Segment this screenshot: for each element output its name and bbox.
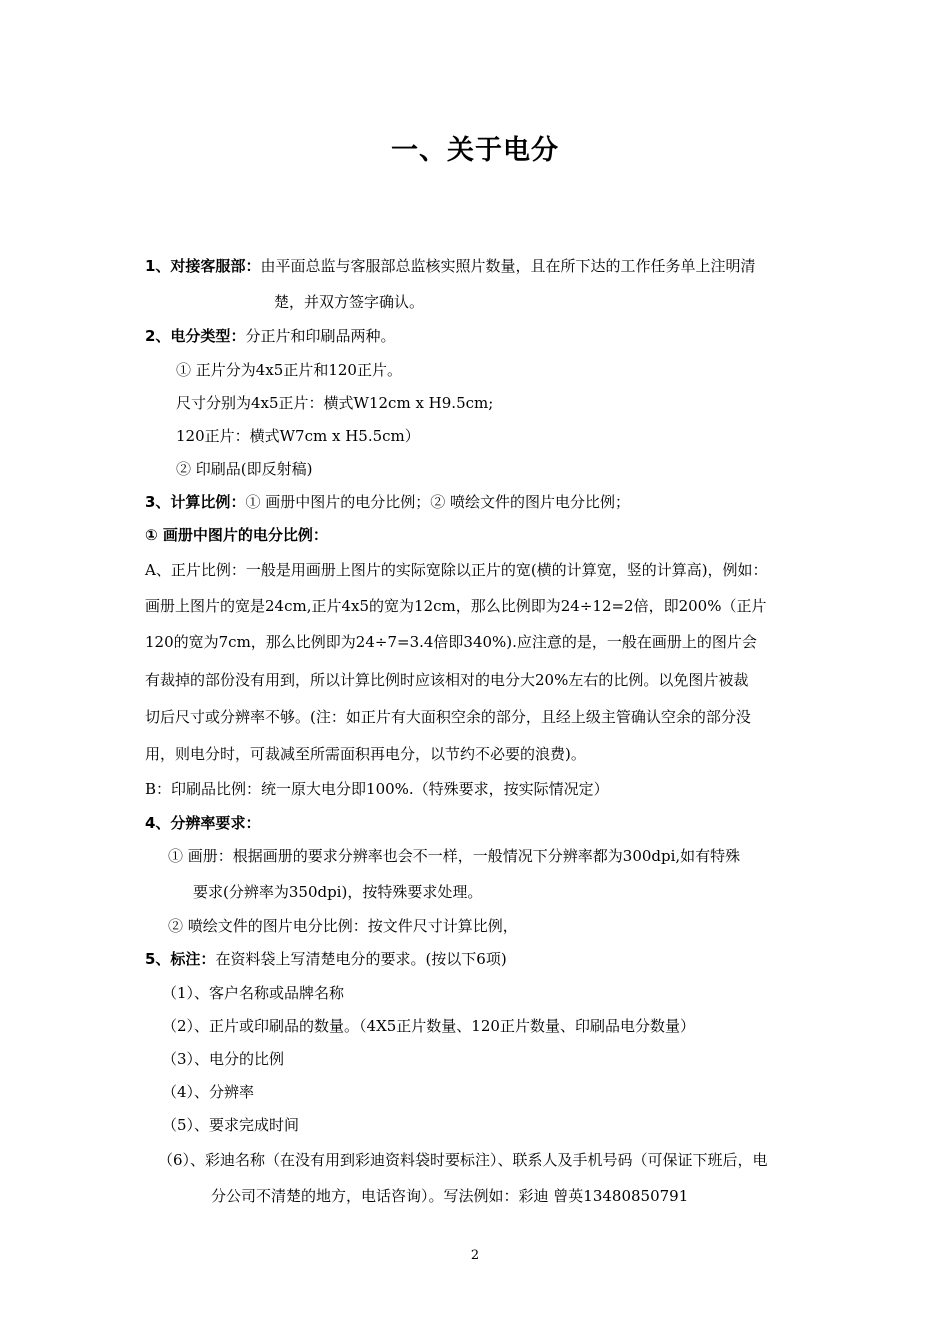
section-3-para-a-line-6: 用，则电分时，可裁减至所需面积再电分，以节约不必要的浪费)。 (145, 745, 586, 763)
section-3-para-a-line-1: A、正片比例：一般是用画册上图片的实际宽除以正片的宽(横的计算宽，竖的计算高)，例如： (145, 561, 768, 579)
section-2-line (145, 326, 395, 346)
section-4-item-2: ② 喷绘文件的图片电分比例：按文件尺寸计算比例， (168, 917, 518, 935)
section-3-para-a-line-5: 切后尺寸或分辨率不够。(注：如正片有大面积空余的部分，且经上级主管确认空余的部分没 (145, 708, 751, 726)
page-number: 2 (470, 1248, 480, 1263)
section-4-item-1: ① 画册：根据画册的要求分辨率也会不一样，一般情况下分辨率都为300dpi,如有特殊 (168, 847, 741, 865)
section-1-label: 1、对接客服部： (145, 257, 261, 275)
section-5-item-3: （3）、电分的比例 (162, 1050, 285, 1068)
section-3-line (145, 492, 630, 512)
section-4-item-1-continuation: 要求(分辨率为350dpi)，按特殊要求处理。 (193, 883, 483, 901)
section-2-text: 分正片和印刷品两种。 (245, 327, 396, 345)
section-1-continuation: 楚，并双方签字确认。 (274, 293, 425, 311)
section-3-para-a-line-4: 有裁掉的部份没有用到，所以计算比例时应该相对的电分大20%左右的比例。以免图片被裁 (145, 671, 749, 689)
section-1-text: 由平面总监与客服部总监核实照片数量，且在所下达的工作任务单上注明清 (260, 257, 756, 275)
section-5-item-6-continuation: 分公司不清楚的地方，电话咨询）。写法例如：彩迪 曾英13480850791 (211, 1187, 689, 1205)
section-4-label: 4、分辨率要求： (145, 814, 261, 832)
section-3-label: 3、计算比例： (145, 493, 246, 511)
section-3-text: ① 画册中图片的电分比例；② 喷绘文件的图片电分比例； (245, 493, 630, 511)
section-2-item-1: ① 正片分为4x5正片和120正片。 (176, 361, 402, 379)
section-3-subheading: ① 画册中图片的电分比例： (145, 526, 328, 544)
section-3-para-a-line-2: 画册上图片的宽是24cm,正片4x5的宽为12cm，那么比例即为24÷12=2倍，即200%（正片 (145, 597, 767, 615)
section-5-item-5: （5）、要求完成时间 (162, 1116, 300, 1134)
section-3-para-b: B：印刷品比例：统一原大电分即100%.（特殊要求，按实际情况定） (145, 780, 609, 798)
section-5-text: 在资料袋上写清楚电分的要求。(按以下6项) (215, 950, 507, 968)
section-1-line (145, 256, 755, 276)
section-2-label: 2、电分类型： (145, 327, 246, 345)
section-5-line (145, 949, 507, 969)
section-5-item-1: （1）、客户名称或品牌名称 (162, 984, 345, 1002)
section-5-item-6: （6）、彩迪名称（在没有用到彩迪资料袋时要标注）、联系人及手机号码（可保证下班后，电 (158, 1151, 768, 1169)
section-3-para-a-line-3: 120的宽为7cm，那么比例即为24÷7=3.4倍即340%).应注意的是，一般在画册上的图片会 (145, 633, 757, 651)
section-5-item-4: （4）、分辨率 (162, 1083, 255, 1101)
section-2-item-2: 尺寸分别为4x5正片：横式W12cm x H9.5cm; (176, 394, 494, 412)
section-2-item-3: 120正片：横式W7cm x H5.5cm） (176, 427, 420, 445)
section-5-label: 5、标注： (145, 950, 216, 968)
section-2-item-4: ② 印刷品(即反射稿) (176, 460, 313, 478)
page-title: 一、关于电分 (391, 135, 559, 166)
section-5-item-2: （2）、正片或印刷品的数量。（4X5正片数量、120正片数量、印刷品电分数量） (162, 1017, 695, 1035)
